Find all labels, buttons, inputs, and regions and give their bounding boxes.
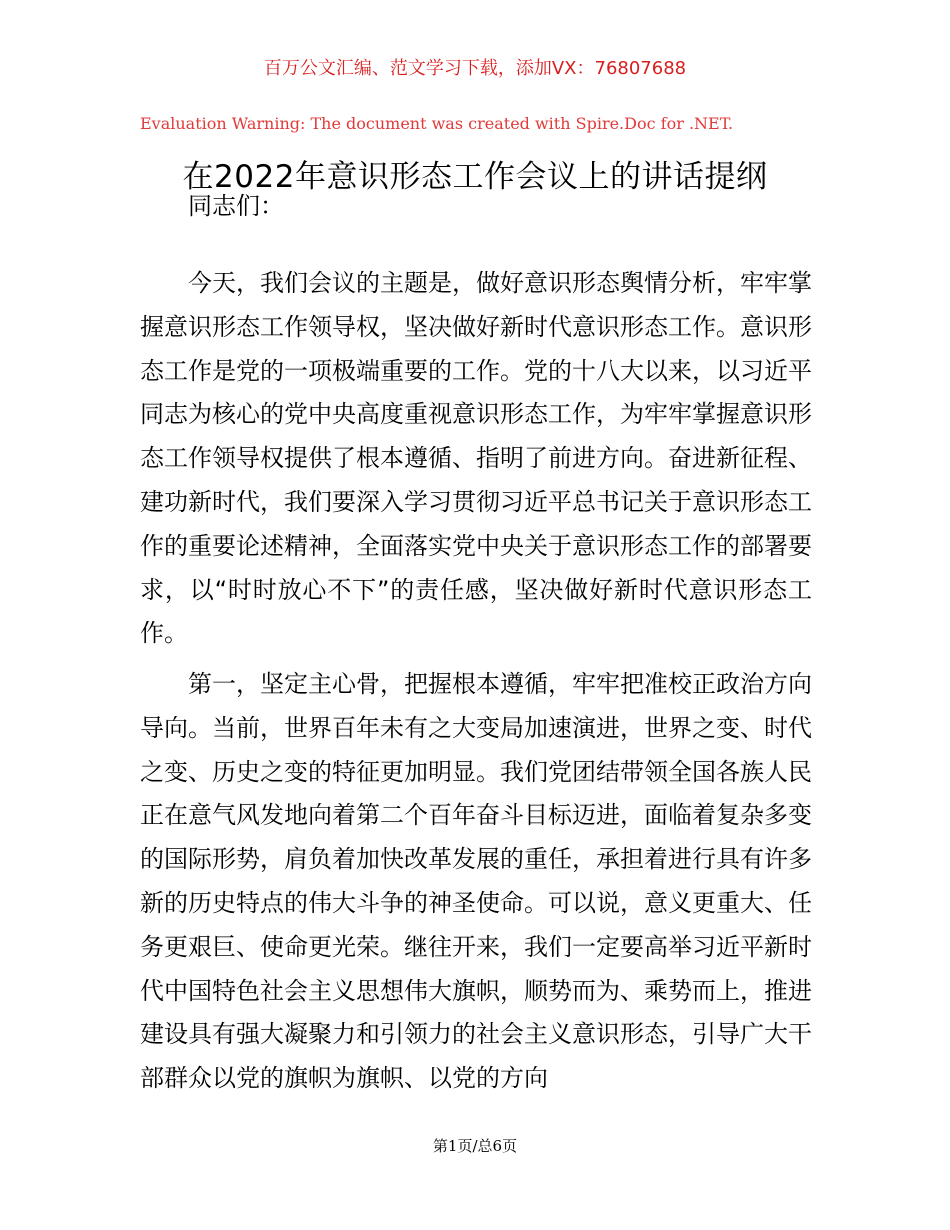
evaluation-warning: Evaluation Warning: The document was created with Spire.Doc for .NET. [140, 114, 734, 133]
page-footer: 第1页/总6页 [432, 1137, 518, 1155]
salutation: 同志们： [188, 192, 284, 220]
document-title: 在2022年意识形态工作会议上的讲话提纲 [182, 159, 768, 195]
paragraph-1: 今天，我们会议的主题是，做好意识形态舆情分析，牢牢掌握意识形态工作领导权，坚决做好新时代意识形态工作。意识形态工作是党的一项极端重要的工作。党的十八大以来，以习近平同志为核心的党中央高度重视意识形态工作，为牢牢掌握意识形态工作领导权提供了根本遵循、指明了前进方向。奋进新征程、建功新时代，我们要深入学习贯彻习近平总书记关于意识形态工作的重要论述精神，全面落实党中央关于意识形态工作的部署要求，以“时时放心不下”的责任感，坚决做好新时代意识形态工作。 [140, 269, 812, 648]
header-banner: 百万公文汇编、范文学习下载，添加VX：76807688 [263, 58, 687, 79]
paragraph-2: 第一，坚定主心骨，把握根本遵循，牢牢把准校正政治方向导向。当前，世界百年未有之大变局加速演进，世界之变、时代之变、历史之变的特征更加明显。我们党团结带领全国各族人民正在意气风发地向着第二个百年奋斗目标迈进，面临着复杂多变的国际形势，肩负着加快改革发展的重任，承担着进行具有许多新的历史特点的伟大斗争的神圣使命。可以说，意义更重大、任务更艰巨、使命更光荣。继往开来，我们一定要高举习近平新时代中国特色社会主义思想伟大旗帜，顺势而为、乘势而上，推进建设具有强大凝聚力和引领力的社会主义意识形态，引导广大干部群众以党的旗帜为旗帜、以党的方向 [140, 670, 812, 1093]
